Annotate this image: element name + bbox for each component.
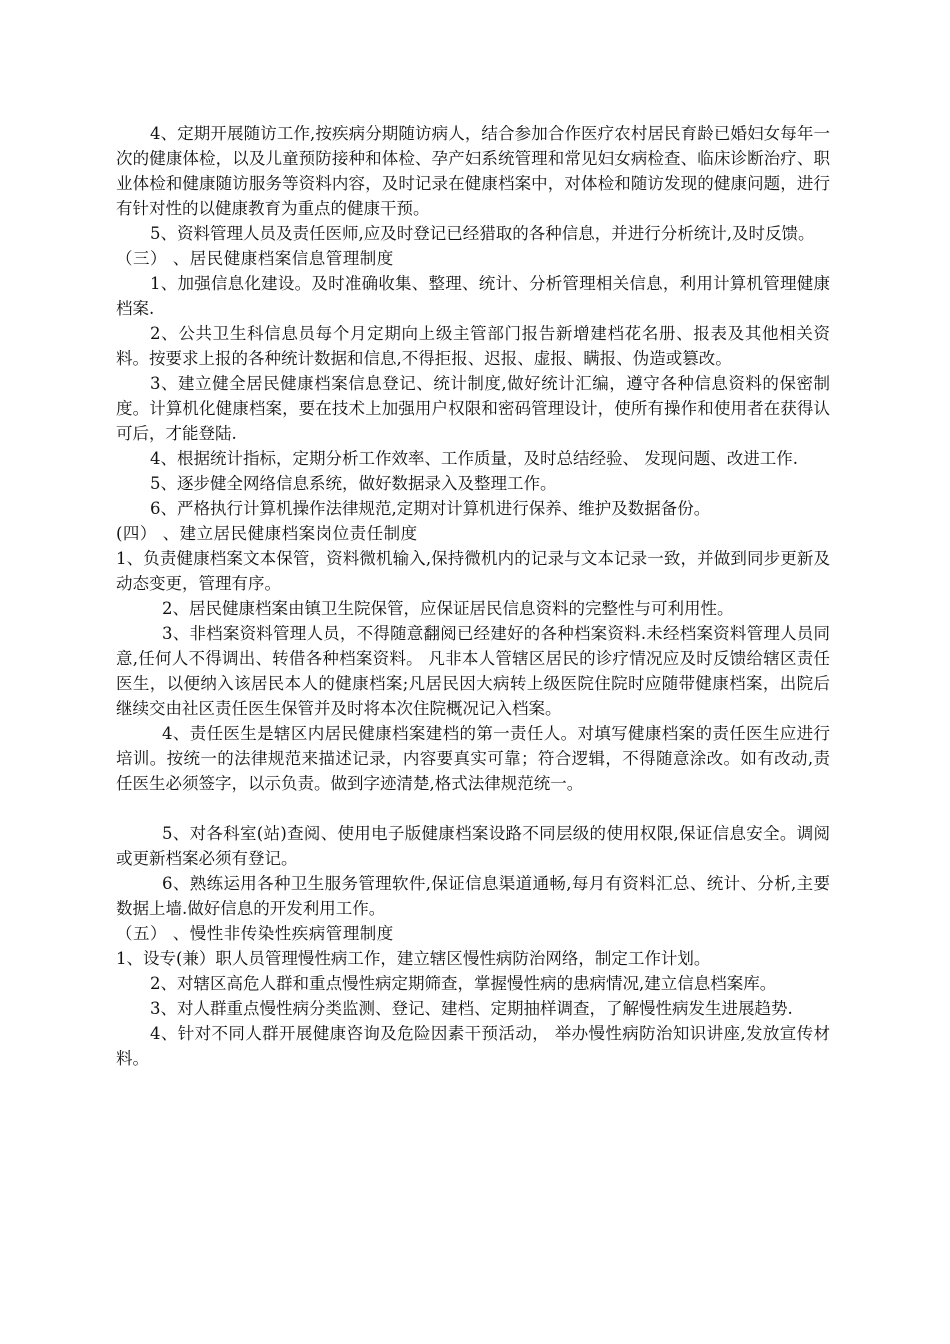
paragraph: 4、针对不同人群开展健康咨询及危险因素干预活动， 举办慢性病防治知识讲座,发放宣传材料。 <box>116 1024 830 1068</box>
section-heading: （五） 、慢性非传染性疾病管理制度 <box>116 924 394 943</box>
paragraph: 2、公共卫生科信息员每个月定期向上级主管部门报告新增建档花名册、报表及其他相关资料。按要求上报的各种统计数据和信息,不得拒报、迟报、虚报、瞒报、伪造或篡改。 <box>116 324 830 368</box>
paragraph: 5、资料管理人员及责任医师,应及时登记已经猎取的各种信息，并进行分析统计,及时反馈。 <box>150 224 815 243</box>
paragraph: 1、负责健康档案文本保管，资料微机输入,保持微机内的记录与文本记录一致，并做到同步更新及动态变更，管理有序。 <box>116 549 830 593</box>
paragraph: 5、逐步健全网络信息系统，做好数据录入及整理工作。 <box>150 474 557 493</box>
paragraph: 3、对人群重点慢性病分类监测、登记、建档、定期抽样调查，了解慢性病发生进展趋势. <box>150 999 793 1018</box>
section-heading: （三） 、居民健康档案信息管理制度 <box>116 249 394 268</box>
paragraph: 5、对各科室(站)查阅、使用电子版健康档案设路不同层级的使用权限,保证信息安全。调阅或更新档案必须有登记。 <box>116 824 830 868</box>
section-heading: (四） 、建立居民健康档案岗位责任制度 <box>116 524 418 543</box>
paragraph: 1、加强信息化建设。及时准确收集、整理、统计、分析管理相关信息，利用计算机管理健康档案. <box>116 274 830 318</box>
paragraph: 3、非档案资料管理人员，不得随意翻阅已经建好的各种档案资料.未经档案资料管理人员同意,任何人不得调出、转借各种档案资料。 凡非本人管辖区居民的诊疗情况应及时反馈给辖区责任医生，以便纳入该居民本人的健康档案;凡居民因大病转上级医院住院时应随带健康档案，出院后继续交由社区责任医生保管并及时将本次住院概况记入档案。 <box>116 624 830 718</box>
paragraph: 6、熟练运用各种卫生服务管理软件,保证信息渠道通畅,每月有资料汇总、统计、分析,主要数据上墙.做好信息的开发利用工作。 <box>116 874 830 918</box>
paragraph: 6、严格执行计算机操作法律规范,定期对计算机进行保养、维护及数据备份。 <box>150 499 711 518</box>
paragraph: 4、责任医生是辖区内居民健康档案建档的第一责任人。对填写健康档案的责任医生应进行培训。按统一的法律规范来描述记录，内容要真实可靠；符合逻辑，不得随意涂改。如有改动,责任医生必须签字，以示负责。做到字迹清楚,格式法律规范统一。 <box>116 724 830 793</box>
paragraph: 1、设专(兼）职人员管理慢性病工作，建立辖区慢性病防治网络，制定工作计划。 <box>116 949 711 968</box>
paragraph: 2、对辖区高危人群和重点慢性病定期筛查，掌握慢性病的患病情况,建立信息档案库。 <box>150 974 777 993</box>
document-body <box>116 121 830 1071</box>
blank-line <box>116 796 830 821</box>
paragraph: 3、建立健全居民健康档案信息登记、统计制度,做好统计汇编，遵守各种信息资料的保密制度。计算机化健康档案，要在技术上加强用户权限和密码管理设计，使所有操作和使用者在获得认可后，才能登陆. <box>116 374 830 443</box>
paragraph: 4、根据统计指标，定期分析工作效率、工作质量，及时总结经验、 发现问题、改进工作. <box>150 449 798 468</box>
paragraph: 2、居民健康档案由镇卫生院保管，应保证居民信息资料的完整性与可利用性。 <box>162 599 734 618</box>
paragraph: 4、定期开展随访工作,按疾病分期随访病人，结合参加合作医疗农村居民育龄已婚妇女每年一次的健康体检，以及儿童预防接种和体检、孕产妇系统管理和常见妇女病检查、临床诊断治疗、职业体检和健康随访服务等资料内容，及时记录在健康档案中，对体检和随访发现的健康问题，进行有针对性的以健康教育为重点的健康干预。 <box>116 124 830 218</box>
